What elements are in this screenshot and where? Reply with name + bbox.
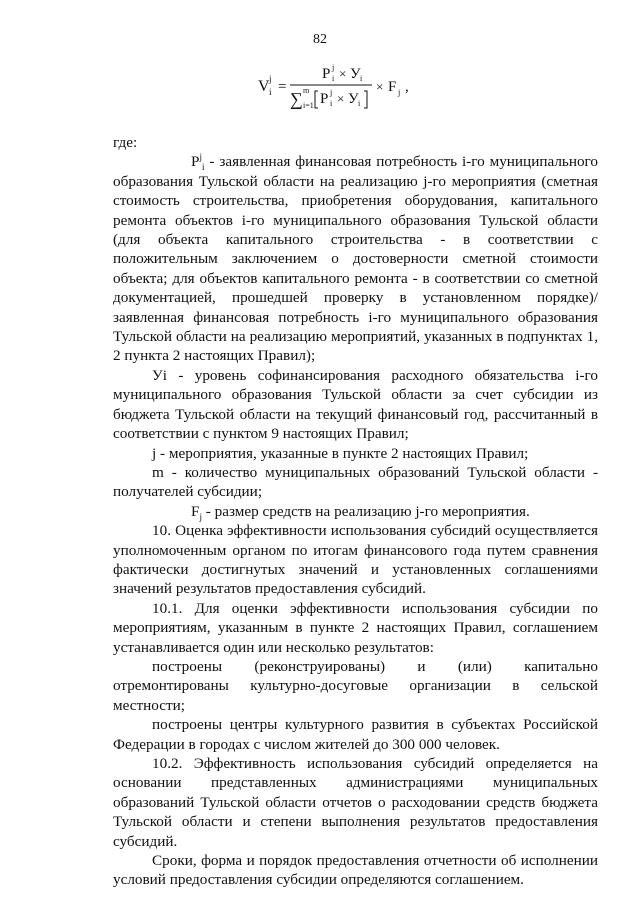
def-p [113,152,598,365]
paragraph-10-1-b: построены центры культурного развития в субъектах Российской Федерации в городах с числом жителей до 300 000 человек. [113,716,598,753]
paragraph-10-1-a: построены (реконструированы) и (или) капитально отремонтированы культурно-досуговые организации в сельской местности; [113,657,598,714]
formula-num-times: × [339,66,347,81]
formula-lhs-sup: j [269,74,272,84]
def-f [113,502,598,521]
paragraph-final: Сроки, форма и порядок предоставления отчетности об исполнении условий предоставления субсидии определяются соглашением. [113,852,598,889]
formula-lhs: V [258,78,270,95]
def-y: Уi - уровень софинансирования расходного обязательства i-го муниципального образования Тульской области за счет субсидии из бюджета Тульской области на текущий финансовый год, рассчитанный в соответствии с пунктом 9 настоящих Правил; [113,366,598,443]
formula-den-y-sub: i [358,99,361,108]
def-f-symbol: $F_j$ [191,502,202,522]
page-number: 82 [313,32,327,47]
document-body [113,133,598,890]
formula-num-p-sup: j [332,63,335,72]
formula-equals: = [278,79,287,95]
formula-sum-top: m [303,86,310,95]
formula-den-times: × [337,91,345,106]
def-p-symbol: $P^j_i$ [191,152,205,173]
formula-times-f: × [376,79,384,94]
def-m: m - количество муниципальных образований Тульской области - получателей субсидии; [113,463,598,501]
formula-den-p-sup: j [330,88,333,97]
formula-sum: ∑ [290,89,303,109]
formula-comma: , [405,79,409,95]
def-j: j - мероприятия, указанные в пункте 2 настоящих Правил; [152,444,529,462]
paragraph-10-1: 10.1. Для оценки эффективности использования субсидии по мероприятиям, указанным в пункте 2 настоящих Правил, соглашением устанавливается один или несколько результатов: [113,599,598,656]
formula-num-y: У [350,66,361,82]
formula-f-sub: j [398,88,401,97]
def-p-text: - заявленная финансовая потребность i-го муниципального образования Тульской области на реализацию j-го мероприятия (сметная стоимость строительства, приобретения оборудования, капитального ремонта объектов i-го муниципального образования Тульской области (для объекта капитального строительства - в соответствии с положительным заключением о достоверности сметной стоимости объекта; для объектов капитального ремонта - в соответствии со сметной документацией, прошедшей проверку в установленном порядке)/заявленная финансовая потребность i-го муниципального образования Тульской области на реализацию мероприятий, указанных в подпунктах 1, 2 пункта 2 настоящих Правил); [113,153,598,365]
formula-den-p-sub: i [330,99,333,108]
formula-den-y: У [348,91,359,107]
paragraph-10-2: 10.2. Эффективность использования субсидий определяется на основании представленных администрациями муниципальных образований Тульской области отчетов о расходовании средств бюджета Тульской области и степени выполнения результатов предоставления субсидий. [113,755,598,850]
formula-sum-bottom: i=1 [303,101,314,110]
where-label: где: [113,134,138,151]
def-f-text: - размер средств на реализацию j-го мероприятия. [201,502,530,520]
den-bracket-right [364,91,367,108]
formula-f: F [388,79,397,95]
den-bracket-left [315,91,318,108]
formula-num-p-sub: i [332,74,335,83]
formula-lhs-sub: i [269,87,272,97]
formula-num-p: P [322,66,331,82]
subsidy-formula [250,58,430,116]
formula-num-y-sub: i [360,74,363,83]
paragraph-10: 10. Оценка эффективности использования субсидий осуществляется уполномоченным органом по итогам финансового года путем сравнения фактически достигнутых значений и установленных соглашениями значений результатов предоставления субсидий. [113,522,598,598]
formula-den-p: P [320,91,329,107]
